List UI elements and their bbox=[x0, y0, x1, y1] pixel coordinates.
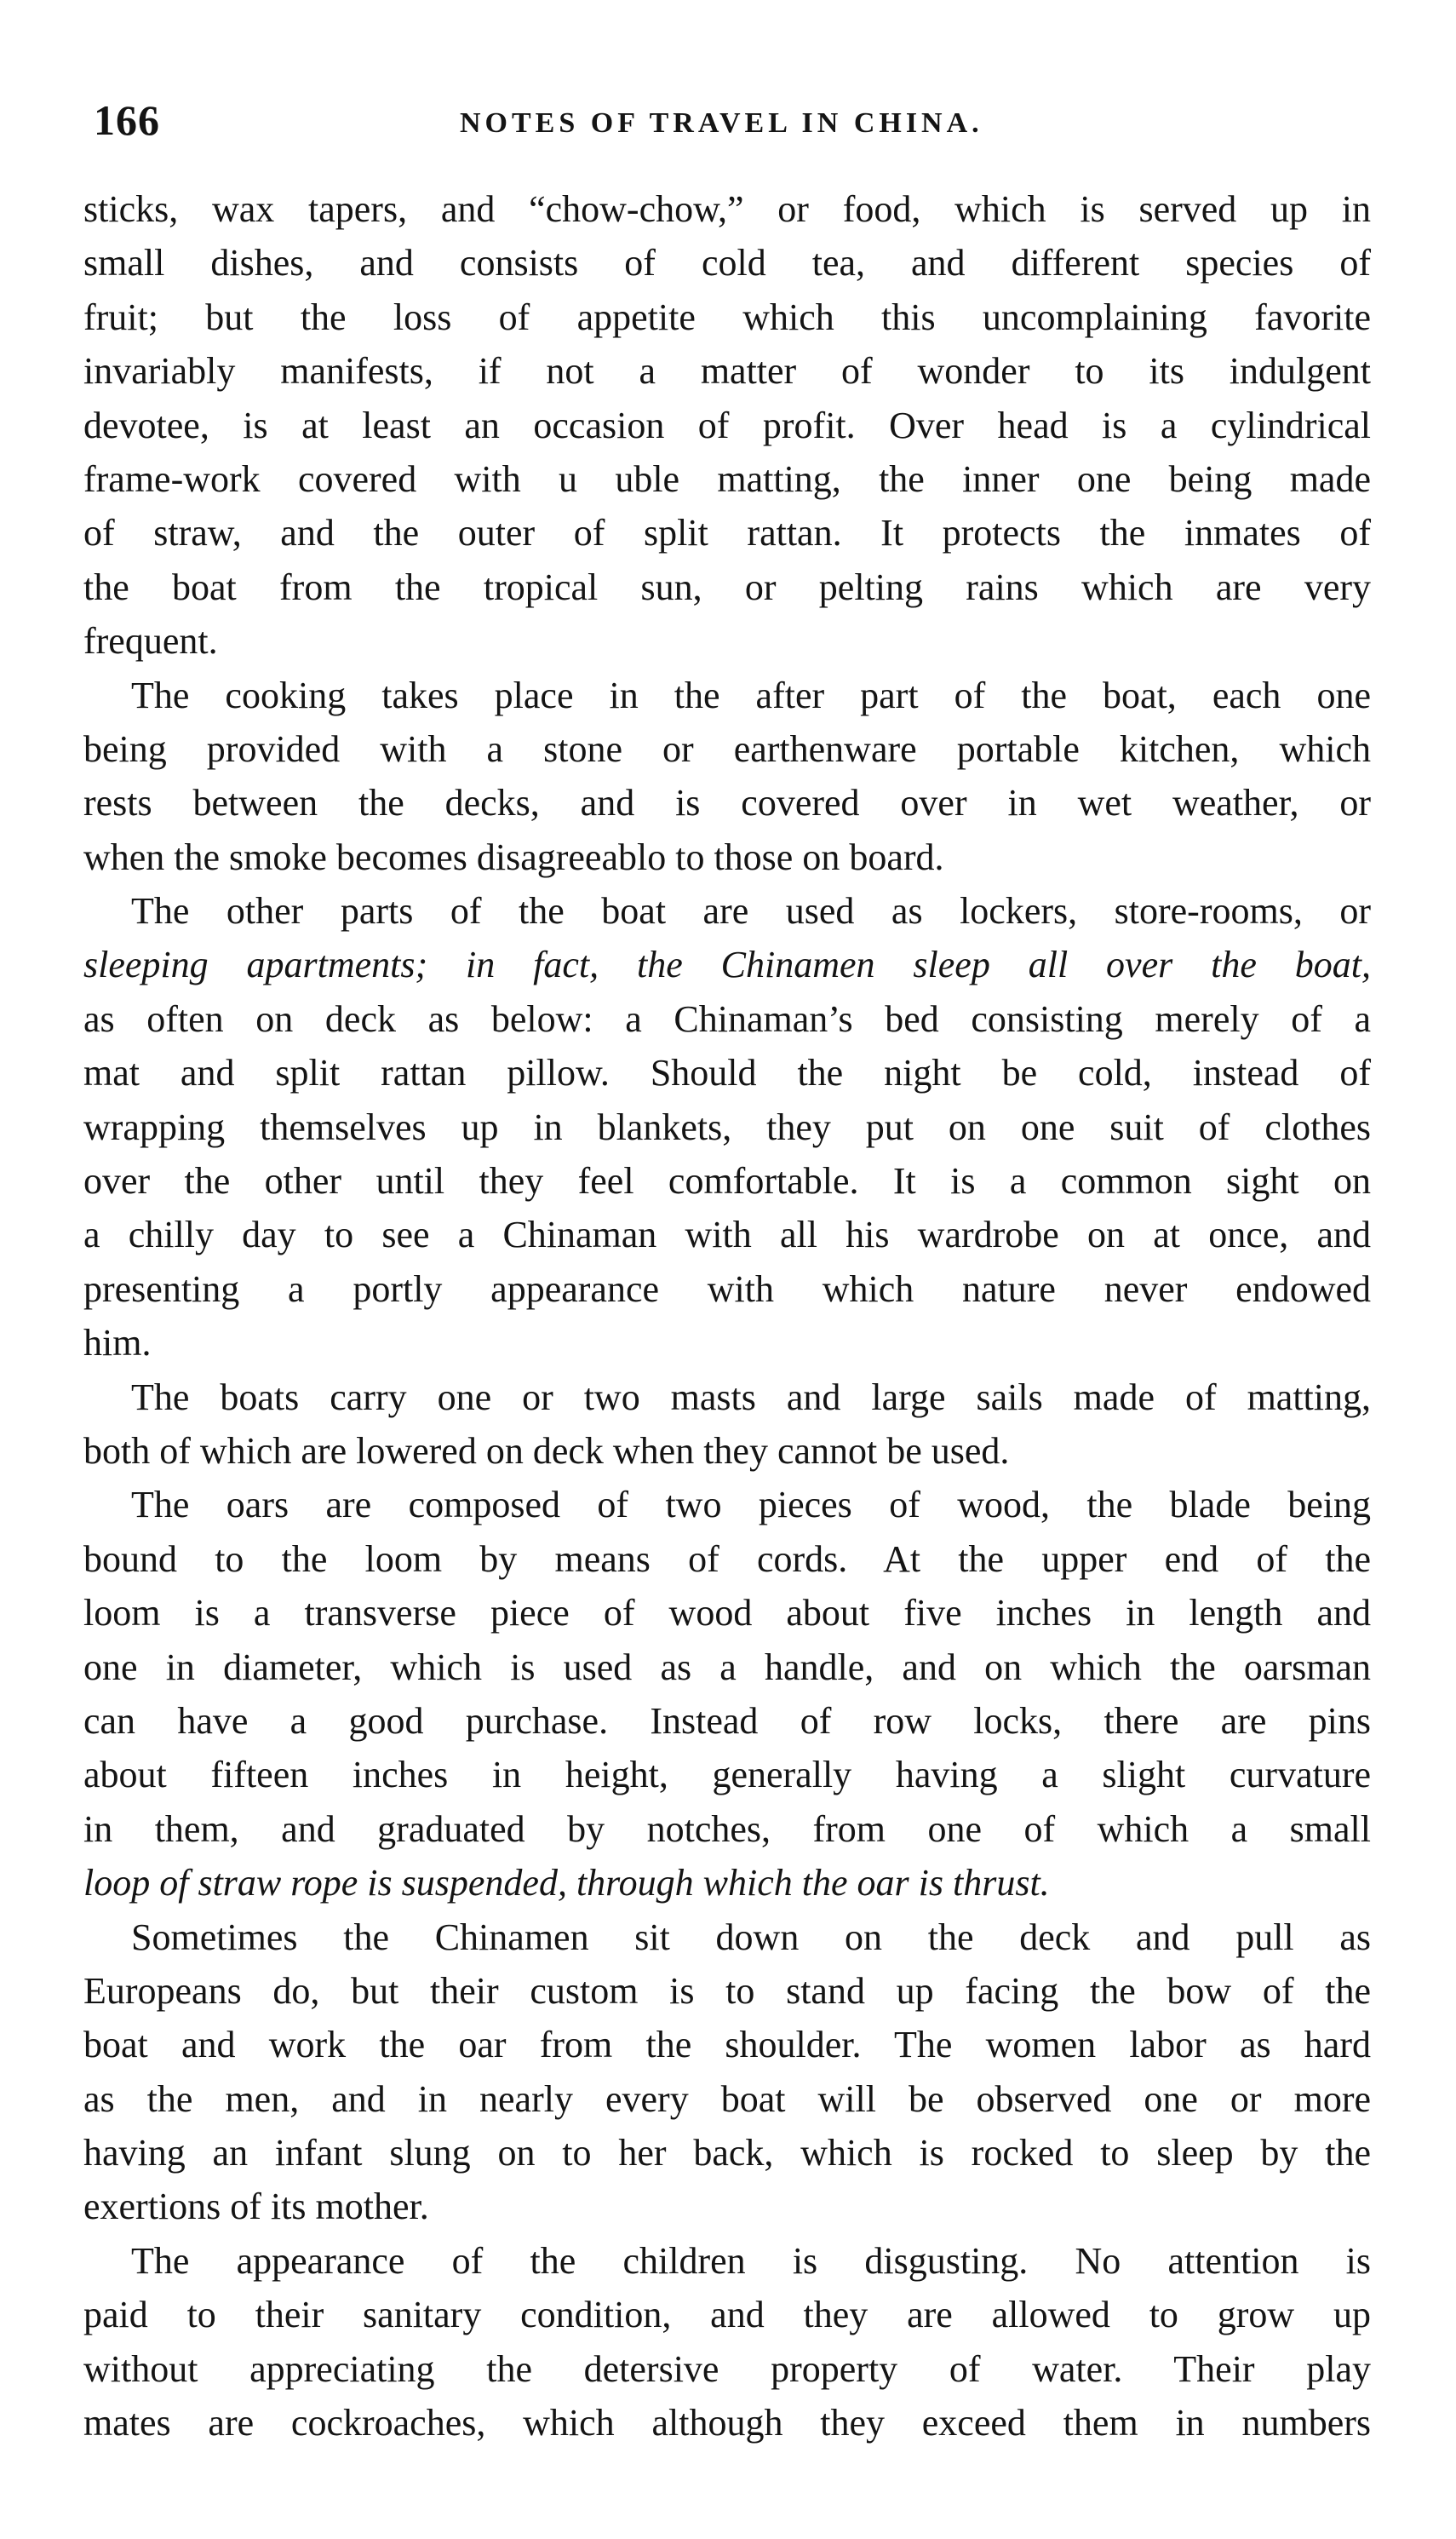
text-line: of straw, and the outer of split rattan. It protects the inmates of bbox=[83, 512, 1371, 554]
text-line: being provided with a stone or earthenware portable kitchen, which bbox=[83, 727, 1371, 770]
running-title: NOTES OF TRAVEL IN CHINA. bbox=[460, 107, 983, 139]
text-line: The boats carry one or two masts and large sails made of matting, bbox=[131, 1376, 1371, 1418]
text-line: invariably manifests, if not a matter of wonder to its indulgent bbox=[83, 350, 1371, 393]
text-line: one in diameter, which is used as a handle, and on which the oarsman bbox=[83, 1646, 1371, 1688]
text-line: both of which are lowered on deck when they cannot be used. bbox=[83, 1429, 1010, 1472]
text-line: over the other until they feel comfortable. It is a common sight on bbox=[83, 1160, 1371, 1203]
text-line: devotee, is at least an occasion of profit. Over head is a cylindrical bbox=[83, 404, 1371, 446]
text-line: Sometimes the Chinamen sit down on the deck and pull as bbox=[131, 1916, 1371, 1958]
text-line: The oars are composed of two pieces of wood, the blade being bbox=[131, 1484, 1371, 1526]
text-line: boat and work the oar from the shoulder. The women labor as hard bbox=[83, 2024, 1371, 2066]
text-line: bound to the loom by means of cords. At the upper end of the bbox=[83, 1537, 1371, 1580]
text-line: The other parts of the boat are used as lockers, store-rooms, or bbox=[131, 890, 1371, 933]
text-line: as the men, and in nearly every boat will be observed one or more bbox=[83, 2077, 1371, 2120]
text-line: loom is a transverse piece of wood about five inches in length and bbox=[83, 1592, 1371, 1634]
text-line: can have a good purchase. Instead of row locks, there are pins bbox=[83, 1699, 1371, 1742]
text-line: frequent. bbox=[83, 620, 218, 663]
text-line: sleeping apartments; in fact, the Chinamen sleep all over the boat, bbox=[83, 944, 1371, 986]
text-line: when the smoke becomes disagreeablo to those on board. bbox=[83, 836, 944, 878]
text-line: without appreciating the detersive property of water. Their play bbox=[83, 2347, 1371, 2390]
text-line: a chilly day to see a Chinaman with all his wardrobe on at once, and bbox=[83, 1214, 1371, 1256]
text-line: sticks, wax tapers, and “chow-chow,” or food, which is served up in bbox=[83, 188, 1371, 230]
text-line: as often on deck as below: a Chinaman’s bed consisting merely of a bbox=[83, 997, 1371, 1040]
text-line: frame-work covered with u uble matting, the inner one being made bbox=[83, 457, 1371, 500]
text-line: wrapping themselves up in blankets, they put on one suit of clothes bbox=[83, 1106, 1371, 1148]
text-line: presenting a portly appearance with which nature never endowed bbox=[83, 1267, 1371, 1310]
text-line: rests between the decks, and is covered over in wet weather, or bbox=[83, 782, 1371, 824]
text-line: mat and split rattan pillow. Should the night be cold, instead of bbox=[83, 1052, 1371, 1094]
text-line: the boat from the tropical sun, or pelting rains which are very bbox=[83, 566, 1371, 608]
text-line: mates are cockroaches, which although they exceed them in numbers bbox=[83, 2402, 1371, 2444]
text-line: small dishes, and consists of cold tea, and different species of bbox=[83, 242, 1371, 284]
text-line: him. bbox=[83, 1322, 152, 1364]
running-header bbox=[85, 90, 1388, 150]
text-line: loop of straw rope is suspended, through which the oar is thrust. bbox=[83, 1862, 1050, 1904]
text-line: The appearance of the children is disgusting. No attention is bbox=[131, 2239, 1371, 2282]
text-line: exertions of its mother. bbox=[83, 2186, 429, 2228]
text-line: The cooking takes place in the after part of the boat, each one bbox=[131, 674, 1371, 716]
page-number: 166 bbox=[94, 96, 160, 144]
text-line: in them, and graduated by notches, from one of which a small bbox=[83, 1807, 1371, 1850]
text-line: fruit; but the loss of appetite which this uncomplaining favorite bbox=[83, 296, 1371, 338]
text-line: having an infant slung on to her back, which is rocked to sleep by the bbox=[83, 2132, 1371, 2174]
text-line: about fifteen inches in height, generally having a slight curvature bbox=[83, 1754, 1371, 1796]
body-text bbox=[83, 182, 1371, 2450]
text-line: Europeans do, but their custom is to stand up facing the bow of the bbox=[83, 1969, 1371, 2012]
text-line: paid to their sanitary condition, and they are allowed to grow up bbox=[83, 2294, 1371, 2336]
